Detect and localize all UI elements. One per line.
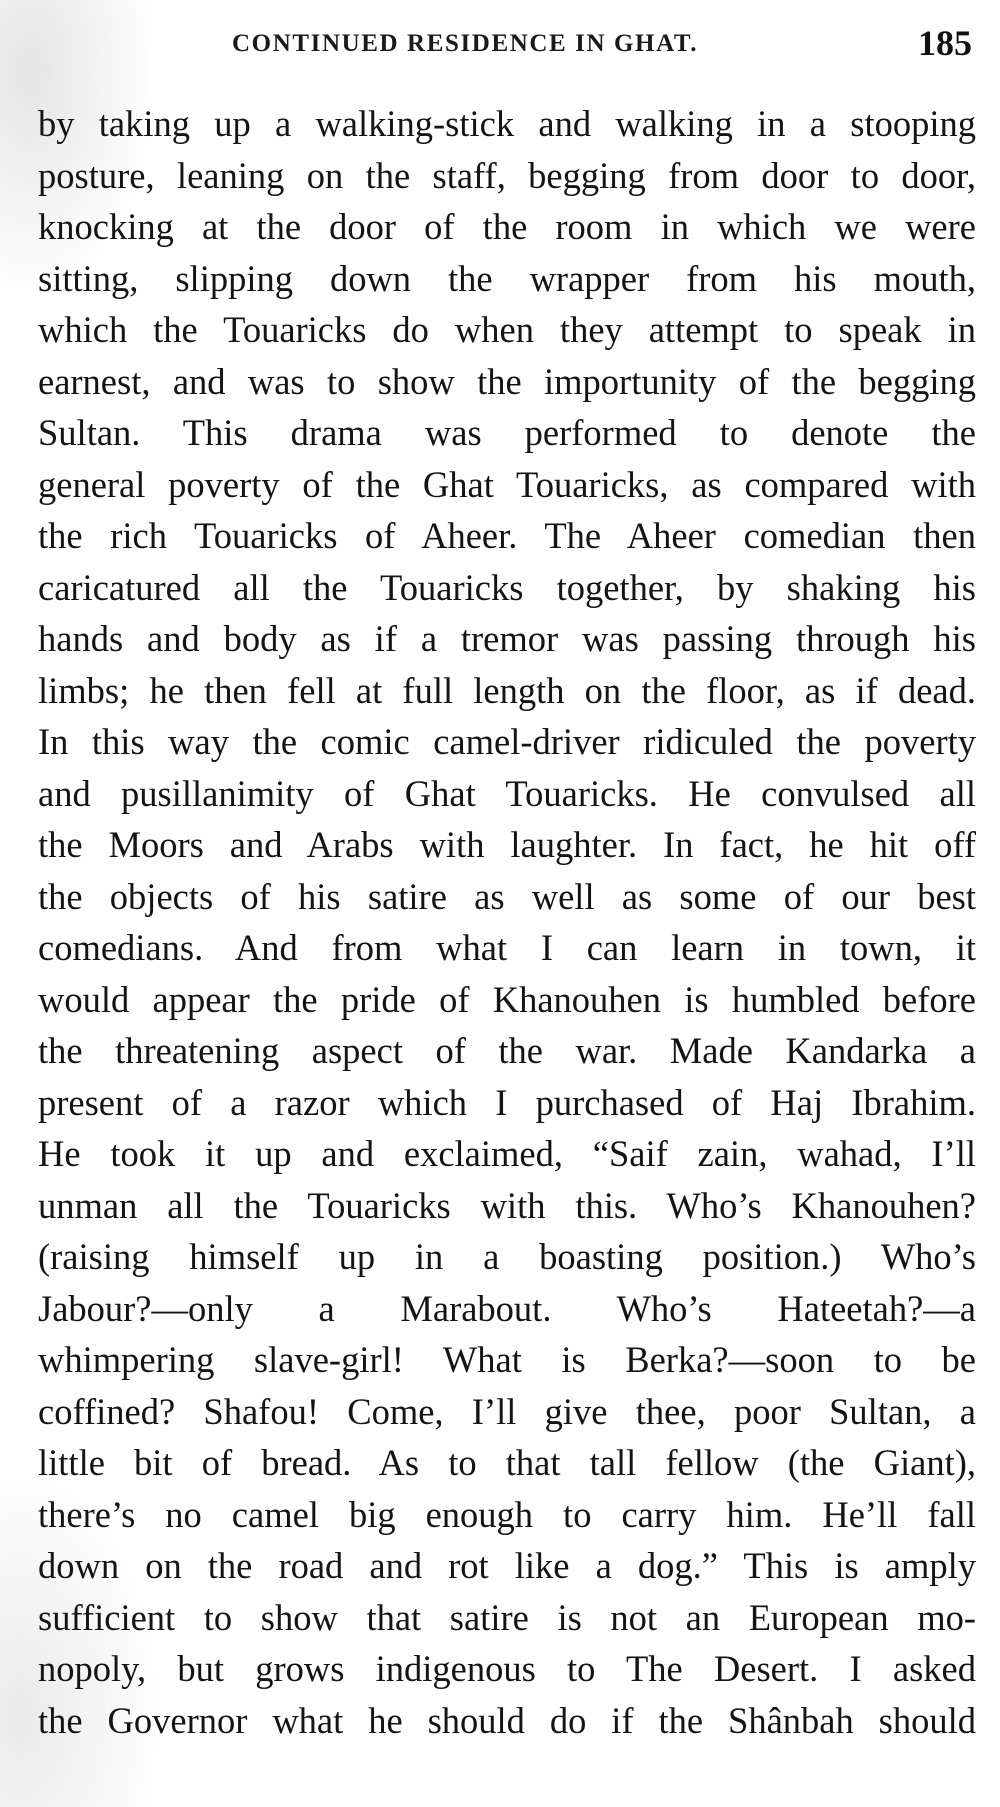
text-line: the objects of his satire as well as some of our best: [38, 875, 976, 917]
text-line: (raising himself up in a boasting position.) Who’s: [38, 1236, 976, 1277]
text-line: whimpering slave-girl! What is Berka?—soon to be: [38, 1339, 976, 1380]
text-line: limbs; he then fell at full length on the floor, as if dead.: [38, 669, 976, 711]
text-line: there’s no camel big enough to carry him. He’ll fall: [38, 1493, 976, 1535]
text-line: by taking up a walking-stick and walking in a stooping: [38, 103, 976, 144]
text-line: the Moors and Arabs with laughter. In fact, he hit off: [38, 824, 976, 865]
text-line: which the Touaricks do when they attempt to speak in: [38, 309, 976, 350]
text-line: and pusillanimity of Ghat Touaricks. He convulsed all: [38, 772, 976, 814]
text-line: nopoly, but grows indigenous to The Desert. I asked: [38, 1648, 976, 1689]
text-line: posture, leaning on the staff, begging from door to door,: [38, 154, 976, 196]
text-line: the rich Touaricks of Aheer. The Aheer comedian then: [38, 515, 976, 556]
text-line: unman all the Touaricks with this. Who’s Khanouhen?: [38, 1184, 976, 1226]
text-line: caricatured all the Touaricks together, by shaking his: [38, 566, 976, 608]
text-line: coffined? Shafou! Come, I’ll give thee, poor Sultan, a: [38, 1390, 976, 1432]
text-line: Jabour?—only a Marabout. Who’s Hateetah?—a: [38, 1287, 976, 1329]
text-line: earnest, and was to show the importunity of the begging: [38, 360, 976, 402]
text-line: sitting, slipping down the wrapper from his mouth,: [38, 257, 976, 299]
text-line: present of a razor which I purchased of Haj Ibrahim.: [38, 1081, 976, 1123]
text-line: the Governor what he should do if the Shânbah should: [38, 1699, 976, 1741]
body-text: [38, 98, 976, 1746]
text-line: knocking at the door of the room in which we were: [38, 206, 976, 247]
text-line: In this way the comic camel-driver ridiculed the poverty: [38, 721, 976, 762]
text-line: the threatening aspect of the war. Made Kandarka a: [38, 1030, 976, 1071]
text-line: He took it up and exclaimed, “Saif zain, wahad, I’ll: [38, 1133, 976, 1174]
text-line: Sultan. This drama was performed to denote the: [38, 412, 976, 453]
text-line: comedians. And from what I can learn in town, it: [38, 927, 976, 968]
page-number: 185: [918, 23, 972, 63]
text-line: down on the road and rot like a dog.” This is amply: [38, 1545, 976, 1586]
text-line: hands and body as if a tremor was passing through his: [38, 618, 976, 659]
running-head: CONTINUED RESIDENCE IN GHAT.: [232, 30, 699, 57]
text-line: sufficient to show that satire is not an European mo-: [38, 1596, 976, 1638]
text-line: would appear the pride of Khanouhen is humbled before: [38, 978, 976, 1020]
text-line: little bit of bread. As to that tall fellow (the Giant),: [38, 1442, 976, 1483]
text-line: general poverty of the Ghat Touaricks, as compared with: [38, 463, 976, 505]
